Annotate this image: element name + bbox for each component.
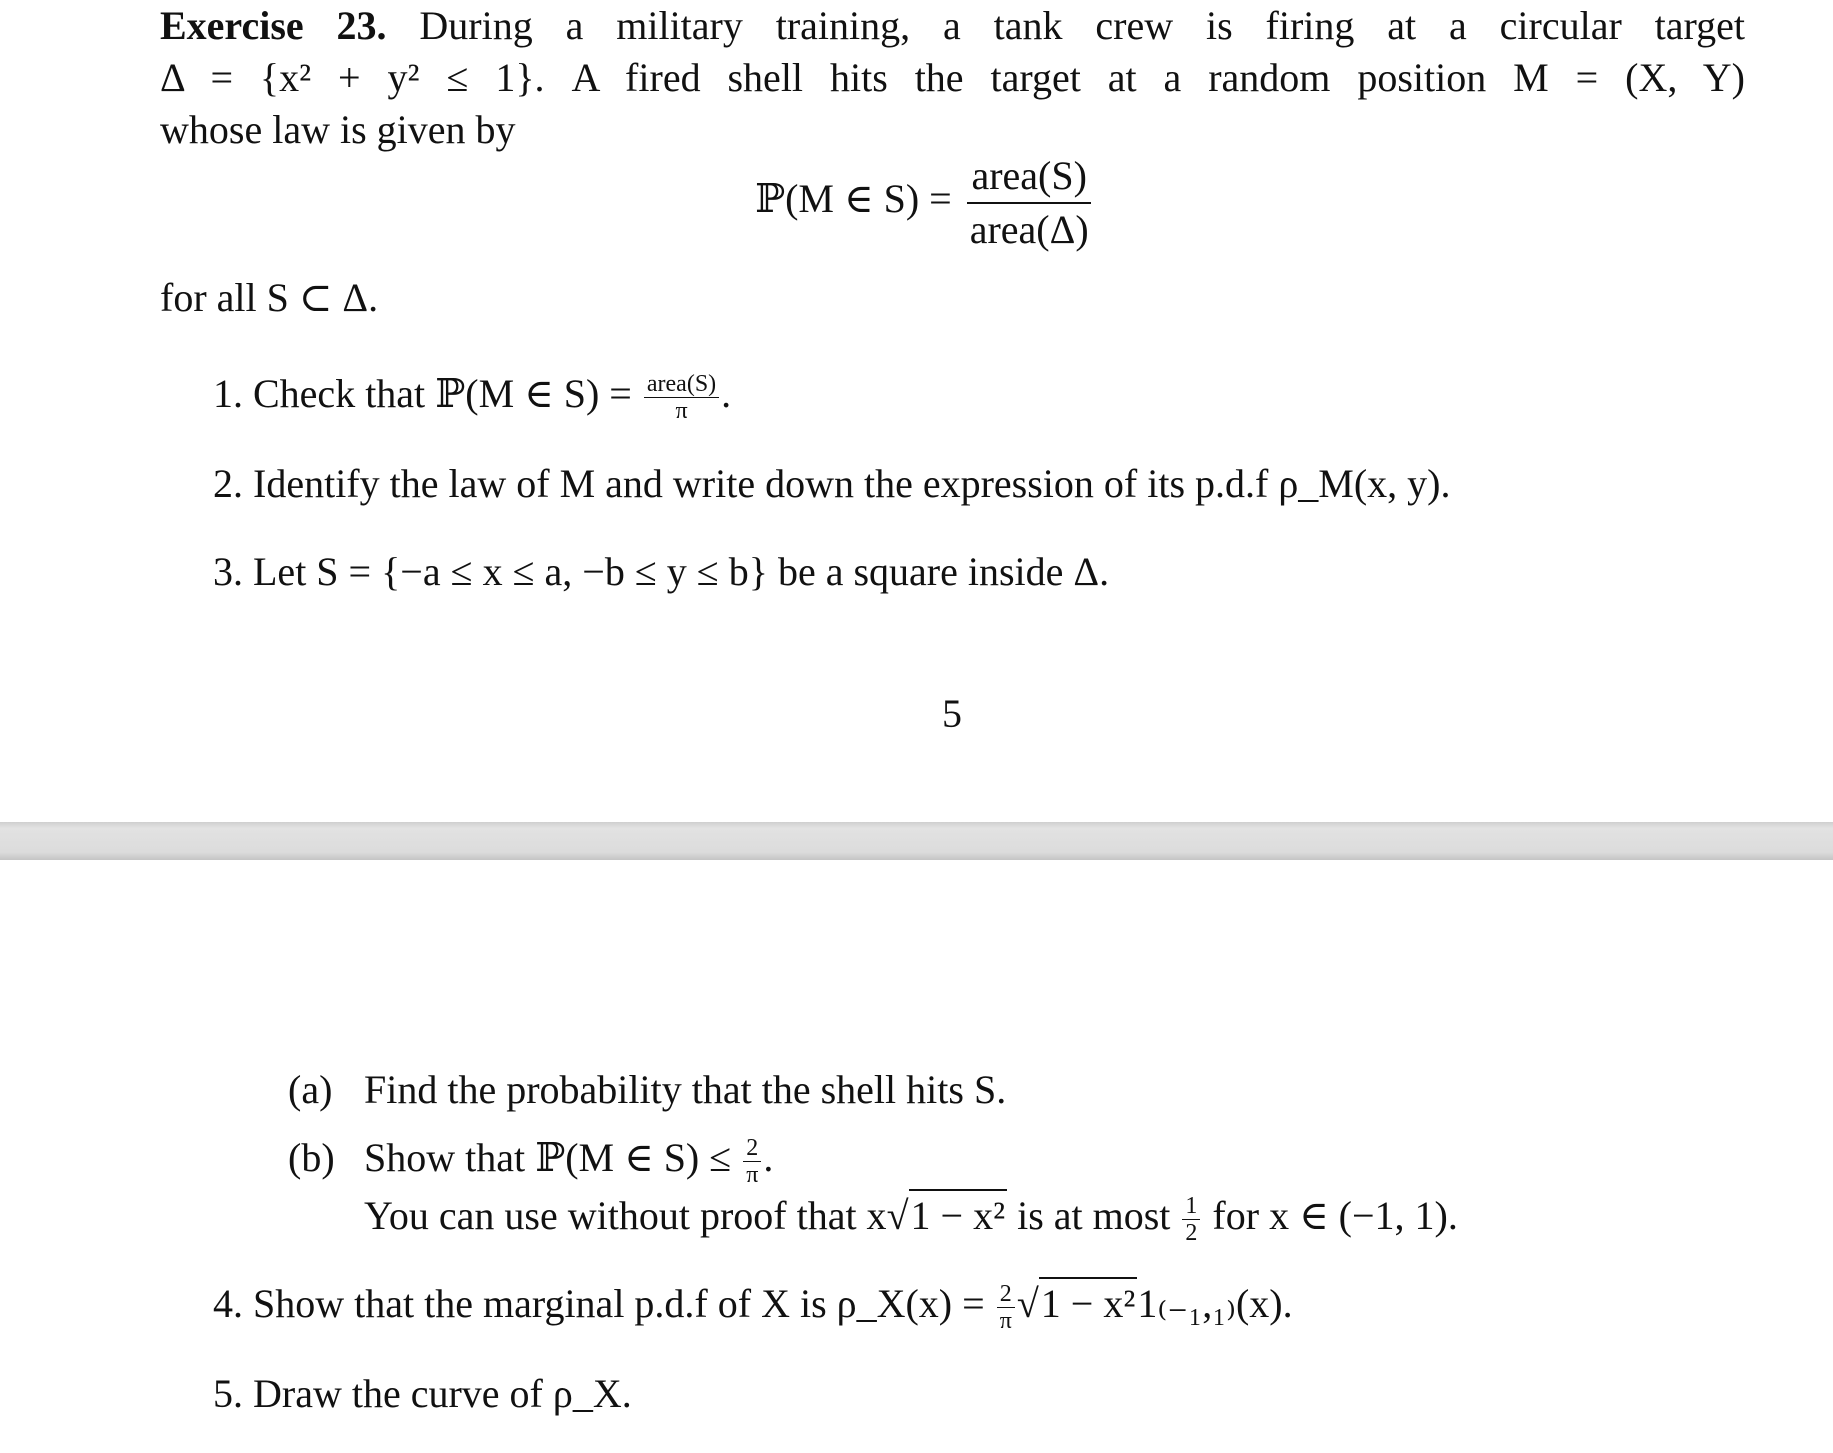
page-number: 5: [942, 691, 962, 736]
item-fraction: [644, 371, 719, 424]
exercise-line-3: whose law is given by: [160, 107, 516, 152]
fraction-numerator: area(S): [644, 371, 719, 398]
sqrt-radicand: 1 − x²: [909, 1189, 1008, 1238]
item-text: Draw the curve of ρ_X.: [253, 1371, 632, 1416]
fraction-denominator: 2: [1185, 1220, 1198, 1247]
item-text: Check that ℙ(M ∈ S) =: [253, 371, 632, 416]
item-text: Show that the marginal p.d.f of X is ρ_X(x) =: [253, 1281, 985, 1326]
item-fraction: [997, 1281, 1015, 1334]
list-item: [213, 548, 1109, 596]
exercise-line-1: [160, 2, 1745, 50]
subitem-label: (a): [288, 1067, 333, 1112]
exercise-line-1-text: During a military training, a tank crew is firing at a circular target: [419, 3, 1745, 48]
item-label: 3.: [213, 549, 243, 594]
list-item: [213, 1280, 1293, 1334]
subitem-fraction: [743, 1135, 761, 1188]
exercise-line-after-formula: for all S ⊂ Δ.: [160, 275, 379, 320]
item-text: Identify the law of M and write down the expression of its p.d.f ρ_M(x, y).: [253, 461, 1451, 506]
sub-list-item: [288, 1066, 1006, 1114]
exercise-heading: Exercise 23.: [160, 3, 387, 48]
sqrt-radicand: 1 − x²: [1039, 1277, 1138, 1326]
fraction-denominator: π: [999, 1308, 1012, 1335]
list-item: [213, 370, 731, 424]
item-label: 2.: [213, 461, 243, 506]
subitem-label: (b): [288, 1135, 335, 1180]
page-divider[interactable]: [0, 822, 1833, 860]
formula-numerator: area(S): [967, 150, 1090, 204]
subitem-text: Show that ℙ(M ∈ S) ≤: [364, 1135, 732, 1180]
fraction-numerator: 2: [743, 1135, 761, 1162]
hint-text-end: for x ∈ (−1, 1).: [1212, 1193, 1458, 1238]
formula-fraction: [966, 150, 1093, 256]
list-item: [213, 1370, 632, 1418]
hint-text: You can use without proof that x: [364, 1193, 887, 1238]
item-label: 4.: [213, 1281, 243, 1326]
item-text-end: .: [721, 371, 732, 416]
fraction-numerator: 1: [1182, 1193, 1200, 1220]
fraction-numerator: 2: [997, 1281, 1015, 1308]
list-item: [213, 460, 1451, 508]
exercise-line-2: Δ = {x² + y² ≤ 1}. A fired shell hits the target at a random position M = (X, Y): [160, 55, 1745, 100]
item-text: Let S = {−a ≤ x ≤ a, −b ≤ y ≤ b} be a square inside Δ.: [253, 549, 1110, 594]
probability-formula: [755, 150, 1097, 256]
item-label: 5.: [213, 1371, 243, 1416]
sqrt-expression: √1 − x²: [1017, 1280, 1138, 1328]
item-text-end: 1₍₋₁,₁₎(x).: [1137, 1281, 1293, 1326]
fraction-denominator: π: [746, 1162, 759, 1189]
fraction-denominator: π: [675, 398, 688, 425]
page-lower: [0, 860, 1833, 1453]
formula-denominator: area(Δ): [969, 207, 1089, 252]
subitem-text: Find the probability that the shell hits S.: [364, 1067, 1007, 1112]
subitem-text-end: .: [763, 1135, 774, 1180]
hint-fraction: [1182, 1193, 1200, 1246]
hint-line: [364, 1192, 1458, 1246]
item-label: 1.: [213, 371, 243, 416]
sub-list-item: [288, 1134, 773, 1188]
sqrt-expression: √1 − x²: [887, 1192, 1008, 1240]
hint-text-mid: is at most: [1017, 1193, 1171, 1238]
formula-lhs: ℙ(M ∈ S) =: [755, 176, 952, 222]
